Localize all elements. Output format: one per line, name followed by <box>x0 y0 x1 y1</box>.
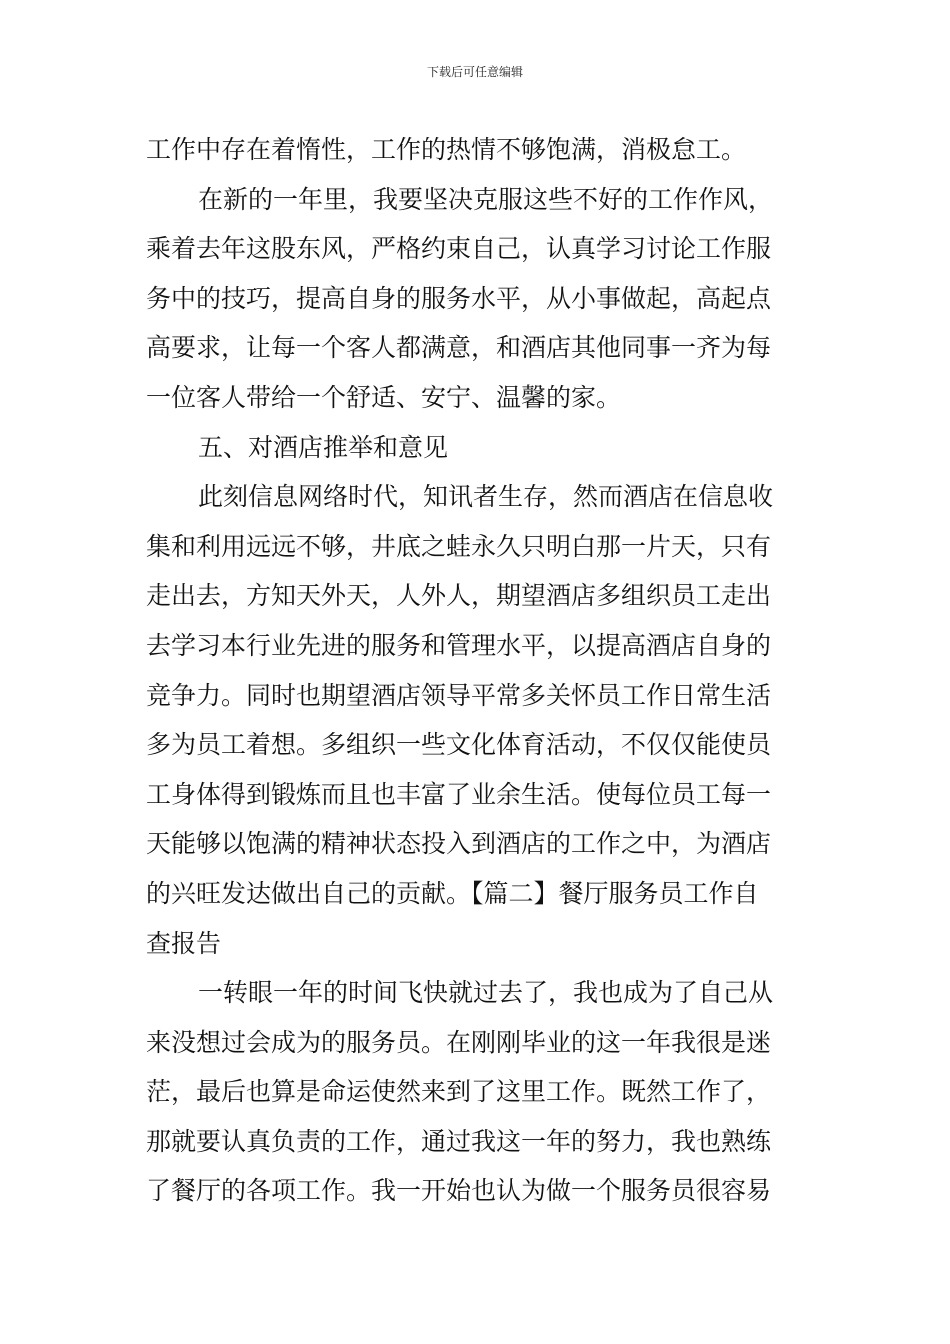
text-line: 那就要认真负责的工作，通过我这一年的努力，我也熟练 <box>146 1126 772 1156</box>
page-header: 下载后可任意编辑 <box>426 65 523 79</box>
text-line: 了餐厅的各项工作。我一开始也认为做一个服务员很容易 <box>146 1176 772 1206</box>
text-line: 此刻信息网络时代，知讯者生存，然而酒店在信息收 <box>198 482 774 512</box>
text-line: 乘着去年这股东风，严格约束自己，认真学习讨论工作服 <box>146 234 772 264</box>
text-line: 的兴旺发达做出自己的贡献。【篇二】餐厅服务员工作自 <box>146 878 759 908</box>
text-line: 工身体得到锻炼而且也丰富了业余生活。使每位员工每一 <box>146 779 772 809</box>
text-line: 去学习本行业先进的服务和管理水平，以提高酒店自身的 <box>146 630 772 660</box>
document-body <box>146 125 810 1216</box>
section-heading: 五、对酒店推举和意见 <box>198 432 449 462</box>
text-line: 天能够以饱满的精神状态投入到酒店的工作之中，为酒店 <box>146 829 772 859</box>
text-line: 走出去，方知天外天，人外人，期望酒店多组织员工走出 <box>146 581 772 611</box>
text-line: 在新的一年里，我要坚决克服这些不好的工作作风， <box>198 184 774 214</box>
text-line: 多为员工着想。多组织一些文化体育活动，不仅仅能使员 <box>146 730 772 760</box>
text-line: 茫，最后也算是命运使然来到了这里工作。既然工作了， <box>146 1077 772 1107</box>
text-line: 来没想过会成为的服务员。在刚刚毕业的这一年我很是迷 <box>146 1027 772 1057</box>
text-line: 高要求，让每一个客人都满意，和酒店其他同事一齐为每 <box>146 333 772 363</box>
text-line: 务中的技巧，提高自身的服务水平，从小事做起，高起点 <box>146 283 772 313</box>
text-line: 集和利用远远不够，井底之蛙永久只明白那一片天，只有 <box>146 531 772 561</box>
text-line: 一转眼一年的时间飞快就过去了，我也成为了自己从 <box>198 978 774 1008</box>
text-line: 工作中存在着惰性，工作的热情不够饱满，消极怠工。 <box>146 135 747 164</box>
text-line: 查报告 <box>146 928 222 958</box>
text-line: 一位客人带给一个舒适、安宁、温馨的家。 <box>146 382 622 412</box>
text-line: 竞争力。同时也期望酒店领导平常多关怀员工作日常生活 <box>146 680 772 710</box>
